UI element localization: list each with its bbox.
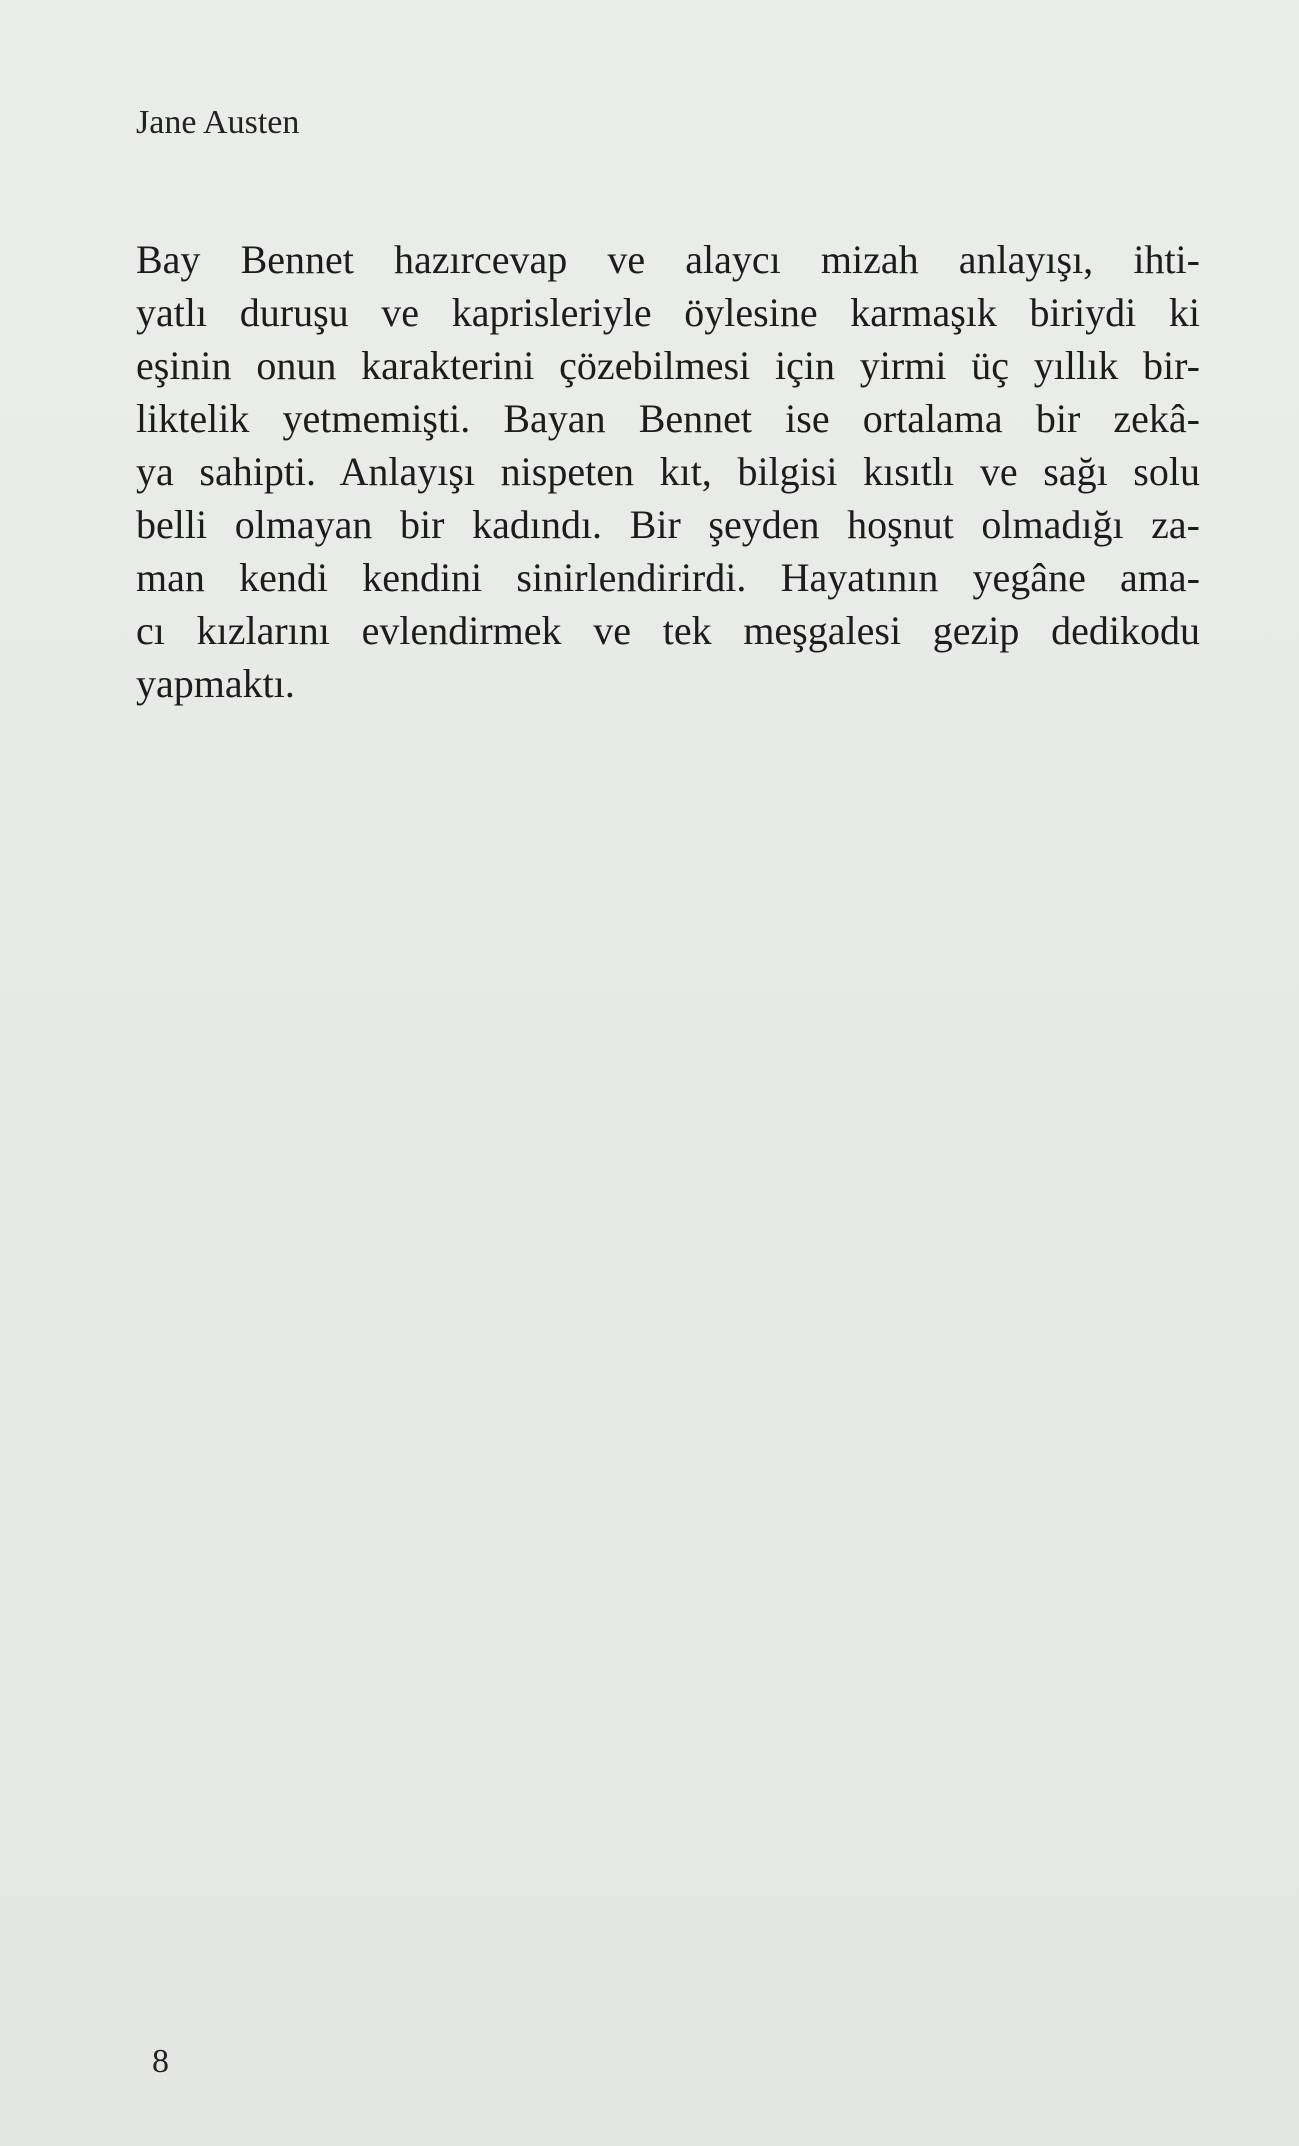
paragraph-line: man kendi kendini sinirlendirirdi. Hayatının yegâne ama- <box>136 555 1200 600</box>
running-header-author: Jane Austen <box>136 104 300 141</box>
paragraph-line: Bay Bennet hazırcevap ve alaycı mizah anlayışı, ihti- <box>136 237 1200 282</box>
paragraph-line: ya sahipti. Anlayışı nispeten kıt, bilgisi kısıtlı ve sağı solu <box>136 449 1200 494</box>
paragraph-line: yapmaktı. <box>136 661 295 706</box>
paragraph-line: yatlı duruşu ve kaprisleriyle öylesine karmaşık biriydi ki <box>136 290 1200 335</box>
paragraph-line: liktelik yetmemişti. Bayan Bennet ise ortalama bir zekâ- <box>136 396 1200 441</box>
page-number: 8 <box>152 2043 169 2080</box>
paragraph-line: cı kızlarını evlendirmek ve tek meşgalesi gezip dedikodu <box>136 608 1200 653</box>
paragraph-line: belli olmayan bir kadındı. Bir şeyden hoşnut olmadığı za- <box>136 502 1200 547</box>
paragraph-line: eşinin onun karakterini çözebilmesi için yirmi üç yıllık bir- <box>136 343 1200 388</box>
body-paragraph <box>136 233 1200 710</box>
